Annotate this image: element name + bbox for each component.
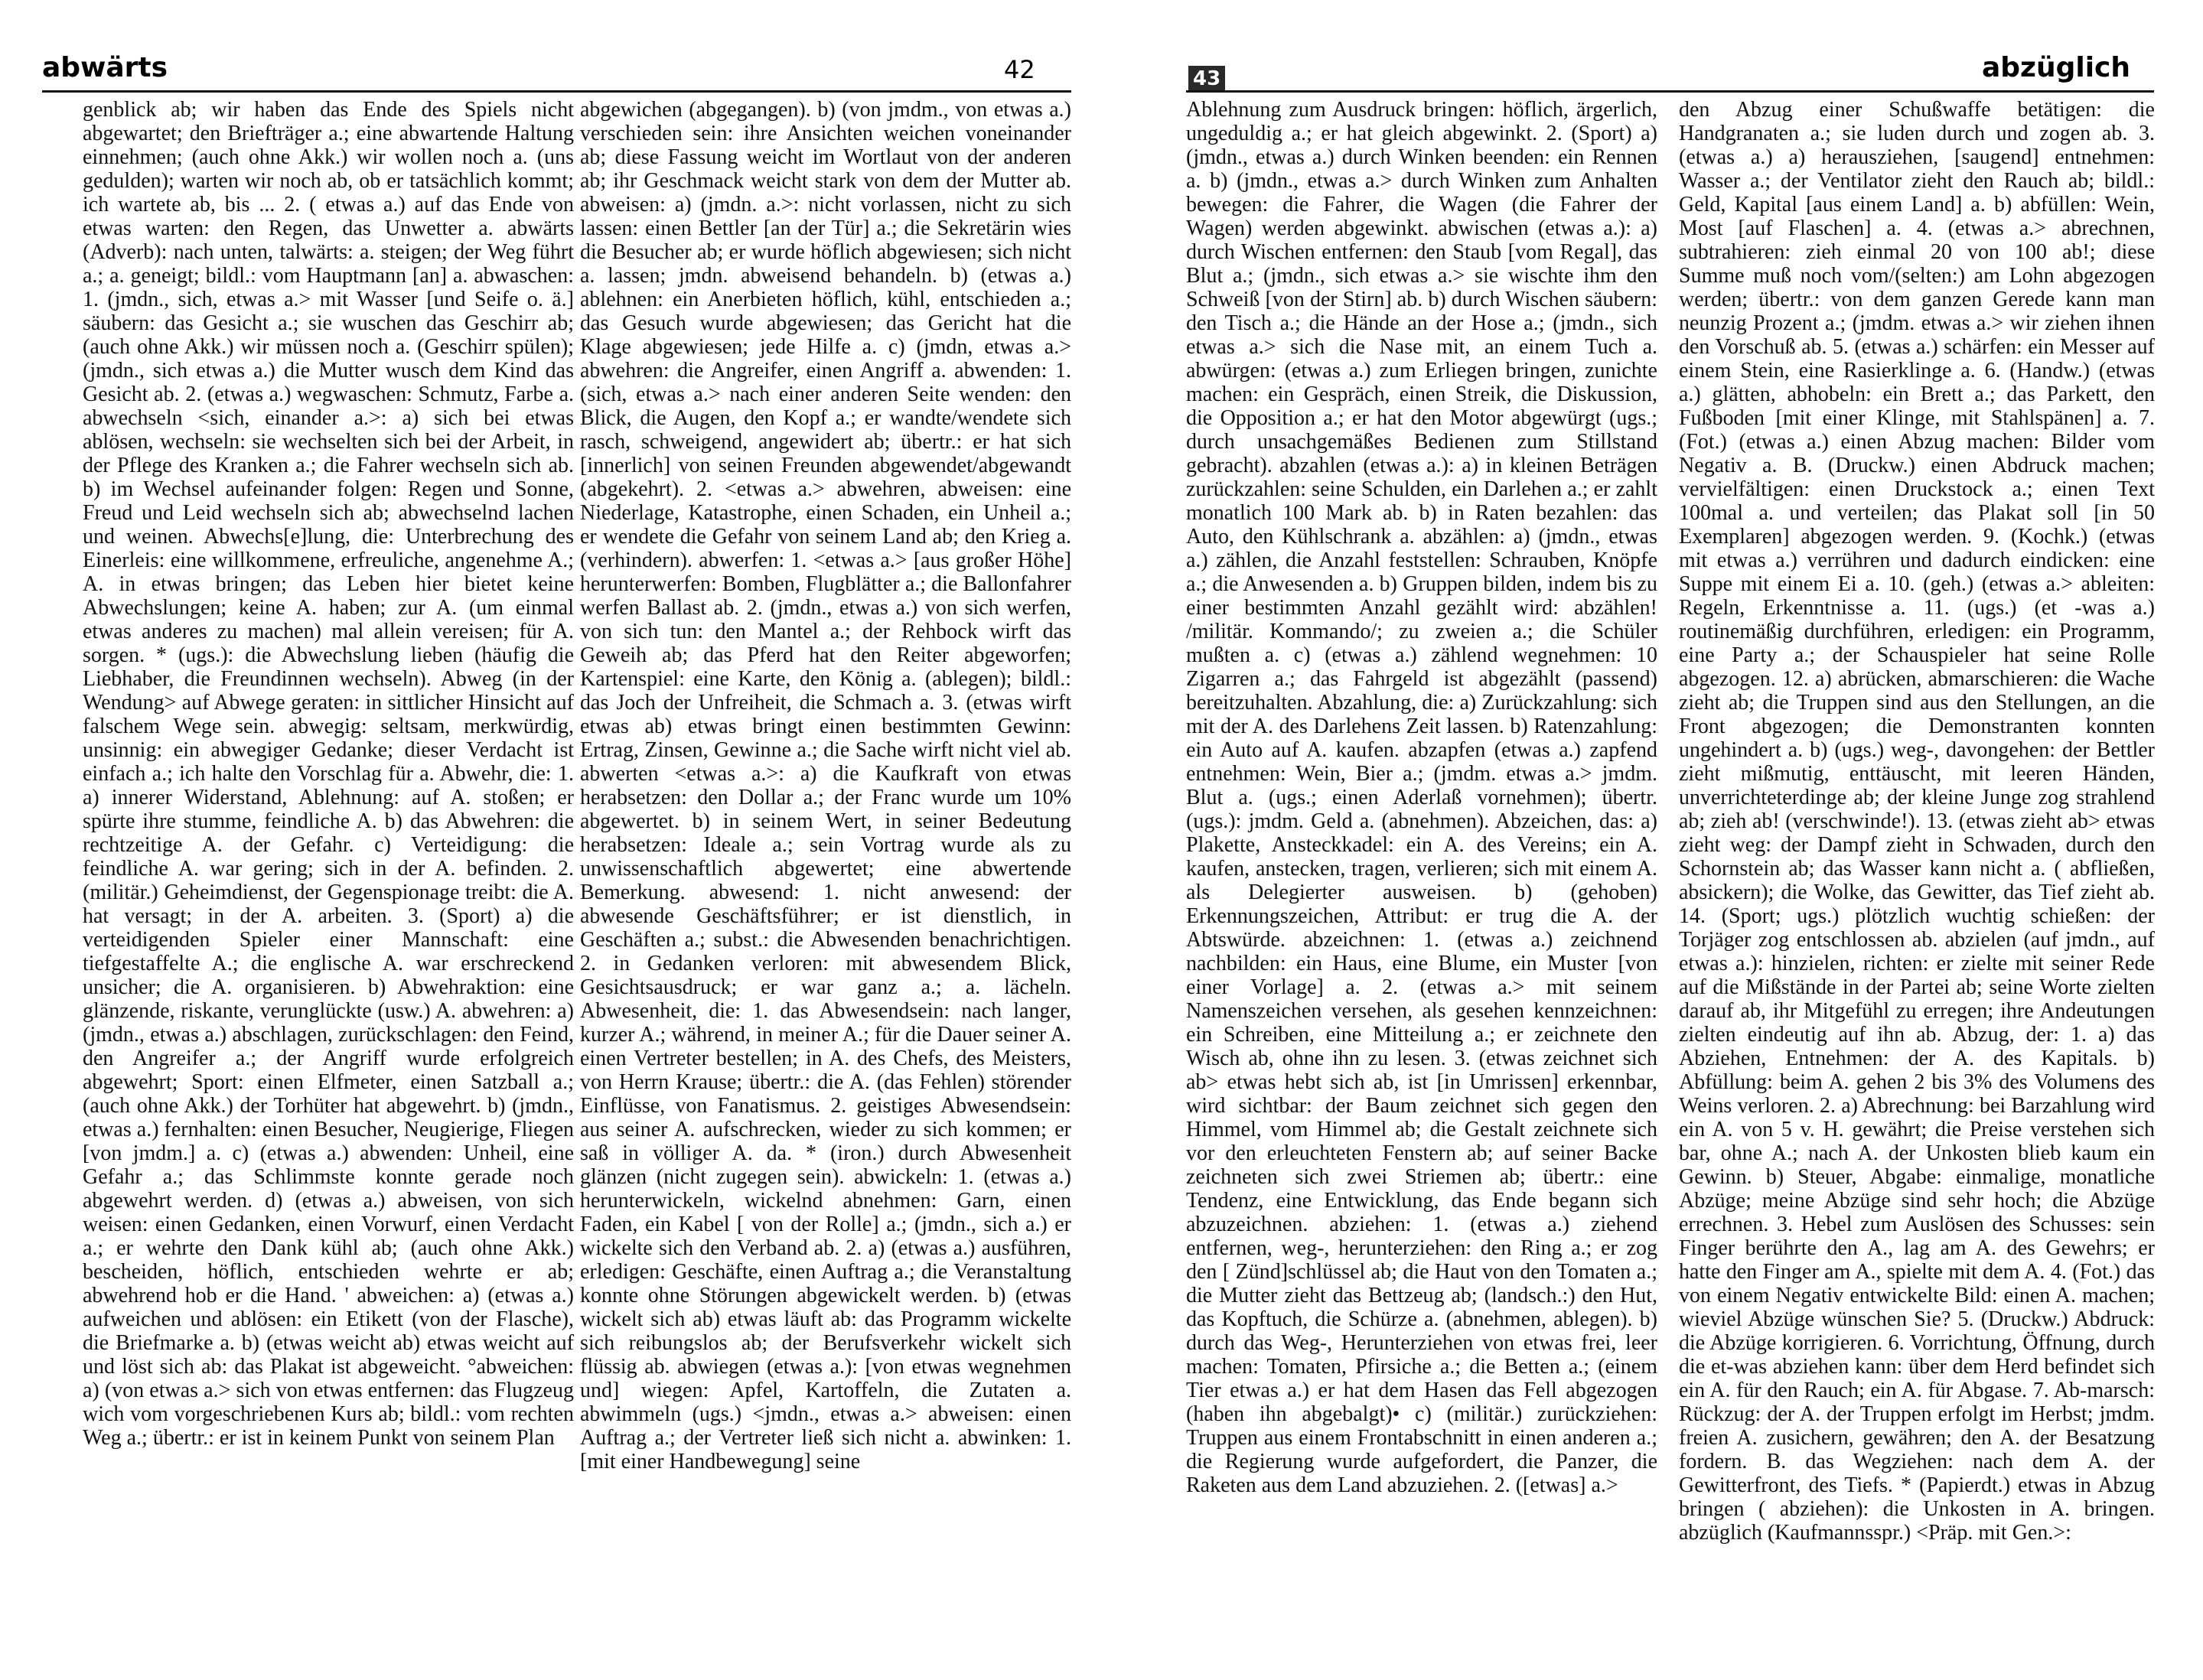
column-3-text: Ablehnung zum Ausdruck bringen: höflich, ärgerlich, ungeduldig a.; er hat gleich abgewinkt. 2. (Sport) a) (jmdn., etwas a.) durch Winken beenden: ein Rennen a. b) (jmdn., etwas a.> durch Winken zum Anhalten bewegen: die Fahrer, die Wagen (die Fahrer der Wagen) werden abgewinkt. abwischen (etwas a.): a) durch Wischen entfernen: den Staub [vom Regal], das Blut a.; (jmdn., sich etwas a.> sie wischte ihm den Schweiß [von der Stirn] ab. b) durch Wischen säubern: den Tisch a.; die Hände an der Hose a.; (jmdn., sich etwas a.> sich die Nase mit, an einem Tuch a. abwürgen: (etwas a.) zum Erliegen bringen, zunichte machen: ein Gespräch, einen Streik, die Diskussion, die Opposition a.; er hat den Motor abgewürgt (ugs.; durch unsachgemäßes Bedienen zum Stillstand gebracht). abzahlen (etwas a.): a) in kleinen Beträgen zurückzahlen: seine Schulden, ein Darlehen a.; er zahlt monatlich 100 Mark ab. b) in Raten bezahlen: das Auto, den Kühlschrank a. abzählen: a) (jmdn., etwas a.) zählen, die Anzahl feststellen: Schrauben, Knöpfe a.; die Anwesenden a. b) Gruppen bilden, indem bis zu einer bestimmten Anzahl gezählt wird: abzählen! /militär. Kommando/; zu zweien a.; die Schüler mußten a. c) (etwas a.) zählend wegnehmen: 10 Zigarren a.; das Fahrgeld ist abgezählt (passend) bereitzuhalten. Abzahlung, die: a) Zurückzahlung: sich mit der A. des Darlehens Zeit lassen. b) Ratenzahlung: ein Auto auf A. kaufen. abzapfen (etwas a.) zapfend entnehmen: Wein, Bier a.; (jmdm. etwas a.> jmdm. Blut a. (ugs.; einen Aderlaß vornehmen); übertr. (ugs.): jmdm. Geld a. (abnehmen). Abzeichen, das: a) Plakette, Ansteckkadel: ein A. des Vereins; ein A. kaufen, anstecken, tragen, verlieren; sich mit einem A. als Delegierter ausweisen. b) (gehoben) Erkennungszeichen, Attribut: er trug die A. der Abtswürde. abzeichnen: 1. (etwas a.) zeichnend nachbilden: ein Haus, eine Blume, ein Muster [von einer Vorlage] a. 2. (etwas a.> mit seinem Namenszeichen versehen, als gesehen kennzeichnen: ein Schreiben, eine Mitteilung a.; er zeichnete den Wisch ab, ohne ihn zu lesen. 3. (etwas zeichnet sich ab> etwas hebt sich ab, ist [in Umrissen] erkennbar, wird sichtbar: der Baum zeichnet sich gegen den Himmel, vom Himmel ab; die Gestalt zeichnete sich vor den erleuchteten Fenstern ab; auf seiner Backe zeichneten sich zwei Striemen ab; übertr.: eine Tendenz, eine Entwicklung, das Ende begann sich abzuzeichnen. abziehen: 1. (etwas a.) ziehend entfernen, weg-, herunterziehen: den Ring a.; er zog den [ Zünd]schlüssel ab; die Haut von den Tomaten a.; die Mutter zieht das Bettzeug ab; (landsch.:) den Hut, das Kopftuch, die Schürze a. (abnehmen, ablegen). b) durch das Weg-, Herunterziehen von etwas frei, leer machen: Tomaten, Pfirsiche a.; die Betten a.; (einem Tier etwas a.) er hat dem Hasen das Fell abgezogen (haben ihn abgebalgt)• c) (militär.) zurückziehen: Truppen aus einem Frontabschnitt in einen anderen a.; die Regierung wurde aufgefordert, die Panzer, die Raketen aus dem Land abzuziehen. 2. ([etwas] a.> — [1186, 98, 1657, 1497]
left-page-number: 42 — [1004, 55, 1035, 84]
right-page-number: 43 — [1188, 66, 1225, 92]
left-header-rule — [42, 90, 1071, 93]
right-header-rule — [1186, 90, 2154, 93]
column-2-text: abgewichen (abgegangen). b) (von jmdm., von etwas a.) verschieden sein: ihre Ansichten weichen voneinander ab; diese Fassung weicht im Wortlaut von der anderen ab; ihr Geschmack weicht stark von dem der Mutter ab. abweisen: a) (jmdn. a.>: nicht vorlassen, nicht zu sich lassen: einen Bettler [an der Tür] a.; die Sekretärin wies die Besucher ab; er wurde höflich abgewiesen; sich nicht a. lassen; jmdn. abweisend behandeln. b) (etwas a.) ablehnen: ein Anerbieten höflich, kühl, entschieden a.; das Gesuch wurde abgewiesen; das Gericht hat die Klage abgewiesen; jede Hilfe a. c) (jmdn, etwas a.> abwehren: die Angreifer, einen Angriff a. abwenden: 1. (sich, etwas a.> nach einer anderen Seite wenden: den Blick, die Augen, den Kopf a.; er wandte/wendete sich rasch, schweigend, angewidert ab; übertr.: er hat sich [innerlich] von seinen Freunden abgewendet/abgewandt (abgekehrt). 2. <etwas a.> abwehren, abweisen: eine Niederlage, Katastrophe, einen Schaden, ein Unheil a.; er wendete die Gefahr von seinem Land ab; den Krieg a. (verhindern). abwerfen: 1. <etwas a.> [aus großer Höhe] herunterwerfen: Bomben, Flugblätter a.; die Ballonfahrer werfen Ballast ab. 2. (jmdn., etwas a.) von sich werfen, von sich tun: den Mantel a.; der Rehbock wirft das Geweih ab; das Pferd hat den Reiter abgeworfen; Kartenspiel: eine Karte, den König a. (ablegen); bildl.: das Joch der Unfreiheit, die Schmach a. 3. (etwas wirft etwas ab) etwas bringt einen bestimmten Gewinn: Ertrag, Zinsen, Gewinne a.; die Sache wirft nicht viel ab. abwerten <etwas a.>: a) die Kaufkraft von etwas herabsetzen: den Dollar a.; der Franc wurde um 10% abgewertet. b) in seinem Wert, in seiner Bedeutung herabsetzen: Ideale a.; sein Vortrag wurde als zu unwissenschaftlich abgewertet; eine abwertende Bemerkung. abwesend: 1. nicht anwesend: der abwesende Geschäftsführer; er ist dienstlich, in Geschäften a.; subst.: die Abwesenden benachrichtigen. 2. in Gedanken verloren: mit abwesendem Blick, Gesichtsausdruck; er war ganz a.; a. lächeln. Abwesenheit, die: 1. das Abwesendsein: nach langer, kurzer A.; während, in meiner A.; für die Dauer seiner A. einen Vertreter bestellen; in A. des Chefs, des Meisters, von Herrn Krause; übertr.: die A. (das Fehlen) störender Einflüsse, von Fanatismus. 2. geistiges Abwesendsein: aus seiner A. aufschrecken, wieder zu sich kommen; er saß in völliger A. da. * (iron.) durch Abwesenheit glänzen (nicht zugegen sein). abwickeln: 1. (etwas a.) herunterwickeln, wickelnd abnehmen: Garn, einen Faden, ein Kabel [ von der Rolle] a.; (jmdn., sich a.) er wickelte sich den Verband ab. 2. a) (etwas a.) ausführen, erledigen: Geschäfte, einen Auftrag a.; die Veranstaltung konnte ohne Störungen abgewickelt werden. b) (etwas wickelt sich ab) etwas läuft ab: das Programm wickelte sich reibungslos ab; der Berufsverkehr wickelt sich flüssig ab. abwiegen (etwas a.): [von etwas wegnehmen und] wiegen: Apfel, Kartoffeln, die Zutaten a. abwimmeln (ugs.) <jmdn., etwas a.> abweisen: einen Auftrag a.; der Vertreter ließ sich nicht a. abwinken: 1. [mit einer Handbewegung] seine — [580, 98, 1071, 1473]
column-1 — [83, 98, 574, 1597]
right-running-head: abzüglich — [1981, 52, 2130, 83]
left-running-head: abwärts — [42, 52, 168, 83]
column-2 — [580, 98, 1071, 1597]
column-1-text: genblick ab; wir haben das Ende des Spiels nicht abgewartet; den Briefträger a.; eine abwartende Haltung einnehmen; (auch ohne Akk.) wir wollen noch a. (uns gedulden); warten wir noch ab, ob er tatsächlich kommt; ich wartete ab, bis ... 2. ( etwas a.) auf das Ende von etwas warten: den Regen, das Unwetter a. abwärts (Adverb): nach unten, talwärts: a. steigen; der Weg führt a.; a. geneigt; bildl.: vom Hauptmann [an] a. abwaschen: 1. (jmdn., sich, etwas a.> mit Wasser [und Seife o. ä.] säubern: das Gesicht a.; sie wuschen das Geschirr ab; (auch ohne Akk.) wir müssen noch a. (Geschirr spülen); (jmdn., sich etwas a.) die Mutter wusch dem Kind das Gesicht ab. 2. (etwas a.) wegwaschen: Schmutz, Farbe a. abwechseln <sich, einander a.>: a) sich bei etwas ablösen, wechseln: sie wechselten sich bei der Arbeit, in der Pflege des Kranken a.; die Fahrer wechseln sich ab. b) im Wechsel aufeinander folgen: Regen und Sonne, Freud und Leid wechseln sich ab; abwechselnd lachen und weinen. Abwechs[e]lung, die: Unterbrechung des Einerleis: eine willkommene, erfreuliche, angenehme A.; A. in etwas bringen; das Leben hier bietet keine Abwechslungen; keine A. haben; zur A. (um einmal etwas anderes zu machen) mal allein vereisen; für A. sorgen. * (ugs.): die Abwechslung lieben (häufig die Liebhaber, die Freundinnen wechseln). Abweg (in der Wendung> auf Abwege geraten: in sittlicher Hinsicht auf falschem Wege sein. abwegig: seltsam, merkwürdig, unsinnig: ein abwegiger Gedanke; dieser Verdacht ist einfach a.; ich halte den Vorschlag für a. Abwehr, die: 1. a) innerer Widerstand, Ablehnung: auf A. stoßen; er spürte ihre stumme, feindliche A. b) das Abwehren: die rechtzeitige A. der Gefahr. c) Verteidigung: die feindliche A. war gering; sich in der A. befinden. 2. (militär.) Geheimdienst, der Gegenspionage treibt: die A. hat versagt; in der A. arbeiten. 3. (Sport) a) die verteidigenden Spieler einer Mannschaft: eine tiefgestaffelte A.; die englische A. war erschreckend unsicher; die A. organisieren. b) Abwehraktion: eine glänzende, riskante, verunglückte (usw.) A. abwehren: a) (jmdn., etwas a.) abschlagen, zurückschlagen: den Feind, den Angreifer a.; der Angriff wurde erfolgreich abgewehrt; Sport: einen Elfmeter, einen Satzball a.; (auch ohne Akk.) der Torhüter hat abgewehrt. b) (jmdn., etwas a.) fernhalten: einen Besucher, Neugierige, Fliegen [von jmdm.] a. c) (etwas a.) abwenden: Unheil, eine Gefahr a.; das Schlimmste konnte gerade noch abgewehrt werden. d) (etwas a.) abweisen, von sich weisen: einen Gedanken, einen Vorwurf, einen Verdacht a.; er wehrte den Dank kühl ab; (auch ohne Akk.) bescheiden, höflich, entschieden wehrte er ab; abwehrend hob er die Hand. ' abweichen: a) (etwas a.) aufweichen und ablösen: ein Etikett (von der Flasche), die Briefmarke a. b) (etwas weicht ab) etwas weicht auf und löst sich ab: das Plakat ist abgeweicht. °abweichen: a) (von etwas a.> sich von etwas entfernen: das Flugzeug wich vom vorgeschriebenen Kurs ab; bildl.: vom rechten Weg a.; übertr.: er ist in keinem Punkt von seinem Plan — [83, 98, 574, 1450]
column-3 — [1186, 98, 1657, 1597]
column-4 — [1679, 98, 2155, 1597]
column-4-text: den Abzug einer Schußwaffe betätigen: die Handgranaten a.; sie luden durch und zogen ab. 3. (etwas a.) a) herausziehen, [saugend] entnehmen: Wasser a.; der Ventilator zieht den Rauch ab; bildl.: Geld, Kapital [aus einem Land] a. b) abfüllen: Wein, Most [auf Flaschen] a. 4. (etwas a.> abrechnen, subtrahieren: zieh einmal 20 von 100 ab!; diese Summe muß noch vom/(selten:) am Lohn abgezogen werden; übertr.: von dem ganzen Gerede kann man neunzig Prozent a.; (jmdm. etwas a.> wir ziehen ihnen den Vorschuß ab. 5. (etwas a.) schärfen: ein Messer auf einem Stein, eine Rasierklinge a. 6. (Handw.) (etwas a.) glätten, abhobeln: ein Brett a.; das Parkett, den Fußboden [mit einer Klinge, mit Stahlspänen] a. 7. (Fot.) (etwas a.) einen Abzug machen: Bilder vom Negativ a. B. (Druckw.) einen Abdruck machen; vervielfältigen: einen Druckstock a.; einen Text 100mal a. und verteilen; das Plakat soll [in 50 Exemplaren] abgezogen werden. 9. (Kochk.) (etwas mit etwas a.) verrühren und dadurch eindicken: eine Suppe mit einem Ei a. 10. (geh.) (etwas a.> ableiten: Regeln, Erkenntnisse a. 11. (ugs.) (et -was a.) routinemäßig durchführen, erledigen: ein Programm, eine Party a.; der Schauspieler hat seine Rolle abgezogen. 12. a) abrücken, abmarschieren: die Wache zieht ab; die Truppen sind aus den Stellungen, an die Front abgezogen; die Demonstranten konnten ungehindert a. b) (ugs.) weg-, davongehen: der Bettler zieht mißmutig, enttäuscht, mit leeren Händen, unverrichteterdinge ab; der kleine Junge zog strahlend ab; zieh ab! (verschwinde!). 13. (etwas zieht ab> etwas zieht weg: der Dampf zieht in Schwaden, durch den Schornstein ab; das Wasser kann nicht a. ( abfließen, absickern); die Wolke, das Gewitter, das Tief zieht ab. 14. (Sport; ugs.) plötzlich wuchtig schießen: der Torjäger zog entschlossen ab. abzielen (auf jmdn., auf etwas a.): hinzielen, richten: er zielte mit seiner Rede auf die Mißstände in der Partei ab; seine Worte zielten darauf ab, ihr Mitgefühl zu erregen; ihre Andeutungen zielten eindeutig auf ihn ab. Abzug, der: 1. a) das Abziehen, Entnehmen: der A. des Kapitals. b) Abfüllung: beim A. gehen 2 bis 3% des Volumens des Weins verloren. 2. a) Abrechnung: bei Barzahlung wird ein A. von 5 v. H. gewährt; die Preise verstehen sich bar, ohne A.; nach A. der Unkosten blieb kaum ein Gewinn. b) Steuer, Abgabe: einmalige, monatliche Abzüge; meine Abzüge sind sehr hoch; die Abzüge errechnen. 3. Hebel zum Auslösen des Schusses: sein Finger berührte den A., lag am A. des Gewehrs; er hatte den Finger am A., spielte mit dem A. 4. (Fot.) das von einem Negativ entwickelte Bild: einen A. machen; wieviel Abzüge wünschen Sie? 5. (Druckw.) Abdruck: die Abzüge korrigieren. 6. Vorrichtung, Öffnung, durch die et-was abziehen kann: über dem Herd befindet sich ein A. für den Rauch; ein A. für Abgase. 7. Ab-marsch: Rückzug: der A. der Truppen erfolgt im Herbst; jmdm. freien A. zusichern, gewähren; den A. der Besatzung fordern. B. das Wegziehen: nach dem A. der Gewitterfront, des Tiefs. * (Papierdt.) etwas in Abzug bringen ( abziehen): die Unkosten in A. bringen. abzüglich (Kaufmannsspr.) <Präp. mit Gen.>: — [1679, 98, 2155, 1545]
